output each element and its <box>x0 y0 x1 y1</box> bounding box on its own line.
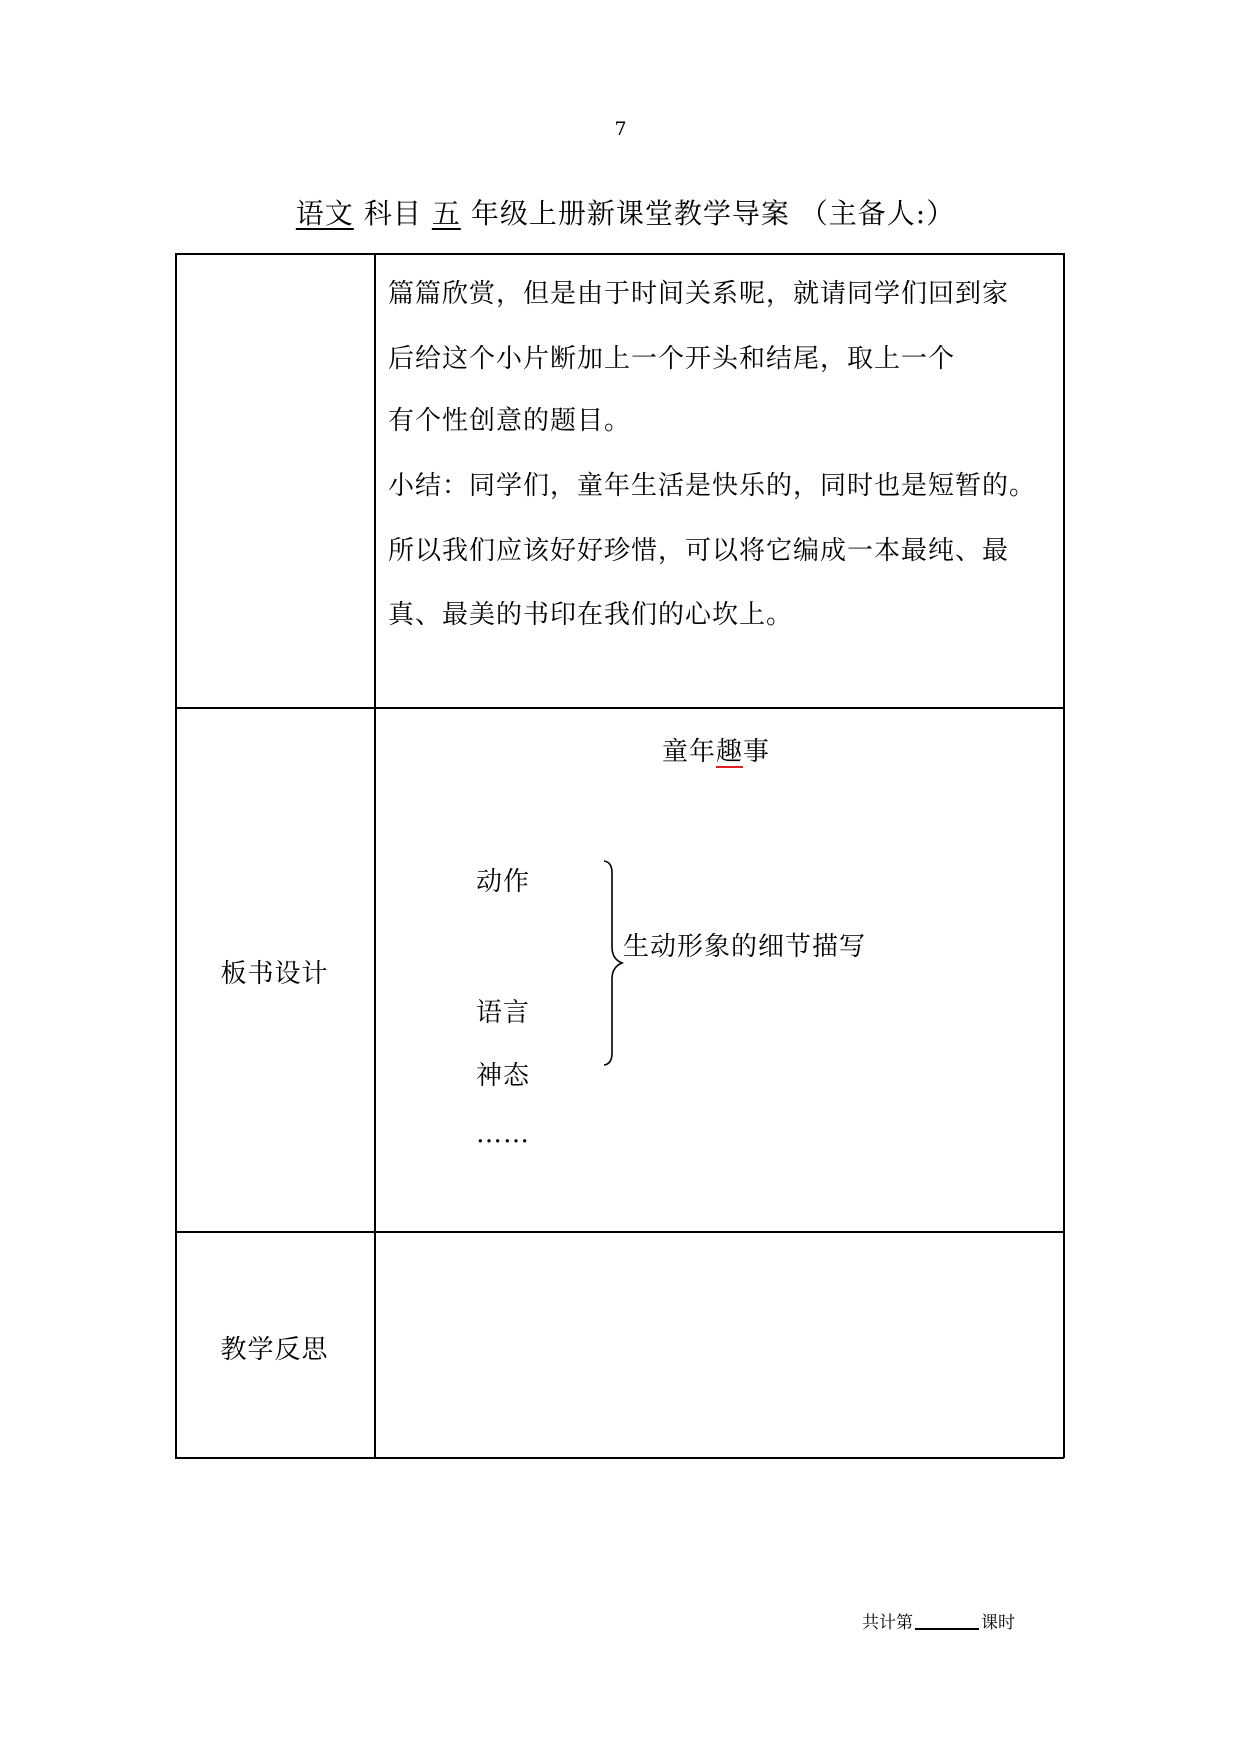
row-divider-2 <box>175 1231 1064 1233</box>
board-title <box>662 731 770 768</box>
board-title-part3: 事 <box>743 737 771 767</box>
board-item-ellipsis: …… <box>476 1119 530 1149</box>
board-title-part1: 童年 <box>662 737 717 767</box>
body-line-5: 所以我们应该好好珍惜，可以将它编成一本最纯、最 <box>388 536 1010 566</box>
title-text: 年级上册新课堂教学导案 <box>470 197 790 230</box>
subject-label: 科目 <box>363 197 422 230</box>
body-line-4: 小结：同学们，童年生活是快乐的，同时也是短暂的。 <box>388 471 1037 501</box>
board-summary: 生动形象的细节描写 <box>623 932 867 962</box>
body-line-2: 后给这个小片断加上一个开头和结尾，取上一个 <box>388 344 956 374</box>
board-item-language: 语言 <box>476 998 531 1028</box>
board-item-expression: 神态 <box>476 1061 531 1091</box>
body-line-3: 有个性创意的题目。 <box>388 406 632 436</box>
table-border-left <box>175 253 177 1458</box>
page-number: 7 <box>614 118 627 140</box>
lesson-count-suffix: 课时 <box>981 1613 1015 1633</box>
column-divider <box>374 253 376 1458</box>
table-border-bottom <box>175 1457 1064 1459</box>
grade-value: 五 <box>431 197 461 230</box>
subject-value: 语文 <box>295 197 354 230</box>
page-title <box>0 192 1241 232</box>
body-line-6: 真、最美的书印在我们的心坎上。 <box>388 600 794 630</box>
board-design-label: 板书设计 <box>220 959 329 989</box>
table-border-right <box>1063 253 1065 1458</box>
row-divider-1 <box>175 707 1064 709</box>
reflection-label: 教学反思 <box>220 1335 329 1365</box>
board-title-part2: 趣 <box>716 737 744 767</box>
board-item-action: 动作 <box>476 867 531 897</box>
lesson-count-blank <box>915 1628 979 1630</box>
table-border-top <box>175 253 1064 255</box>
lesson-count-prefix: 共计第 <box>862 1613 913 1633</box>
preparer-label: （主备人:） <box>799 197 956 230</box>
body-line-1: 篇篇欣赏，但是由于时间关系呢，就请同学们回到家 <box>388 279 1010 309</box>
lesson-table <box>175 253 1064 1458</box>
lesson-count <box>862 1608 1015 1633</box>
brace-icon <box>600 859 630 1067</box>
